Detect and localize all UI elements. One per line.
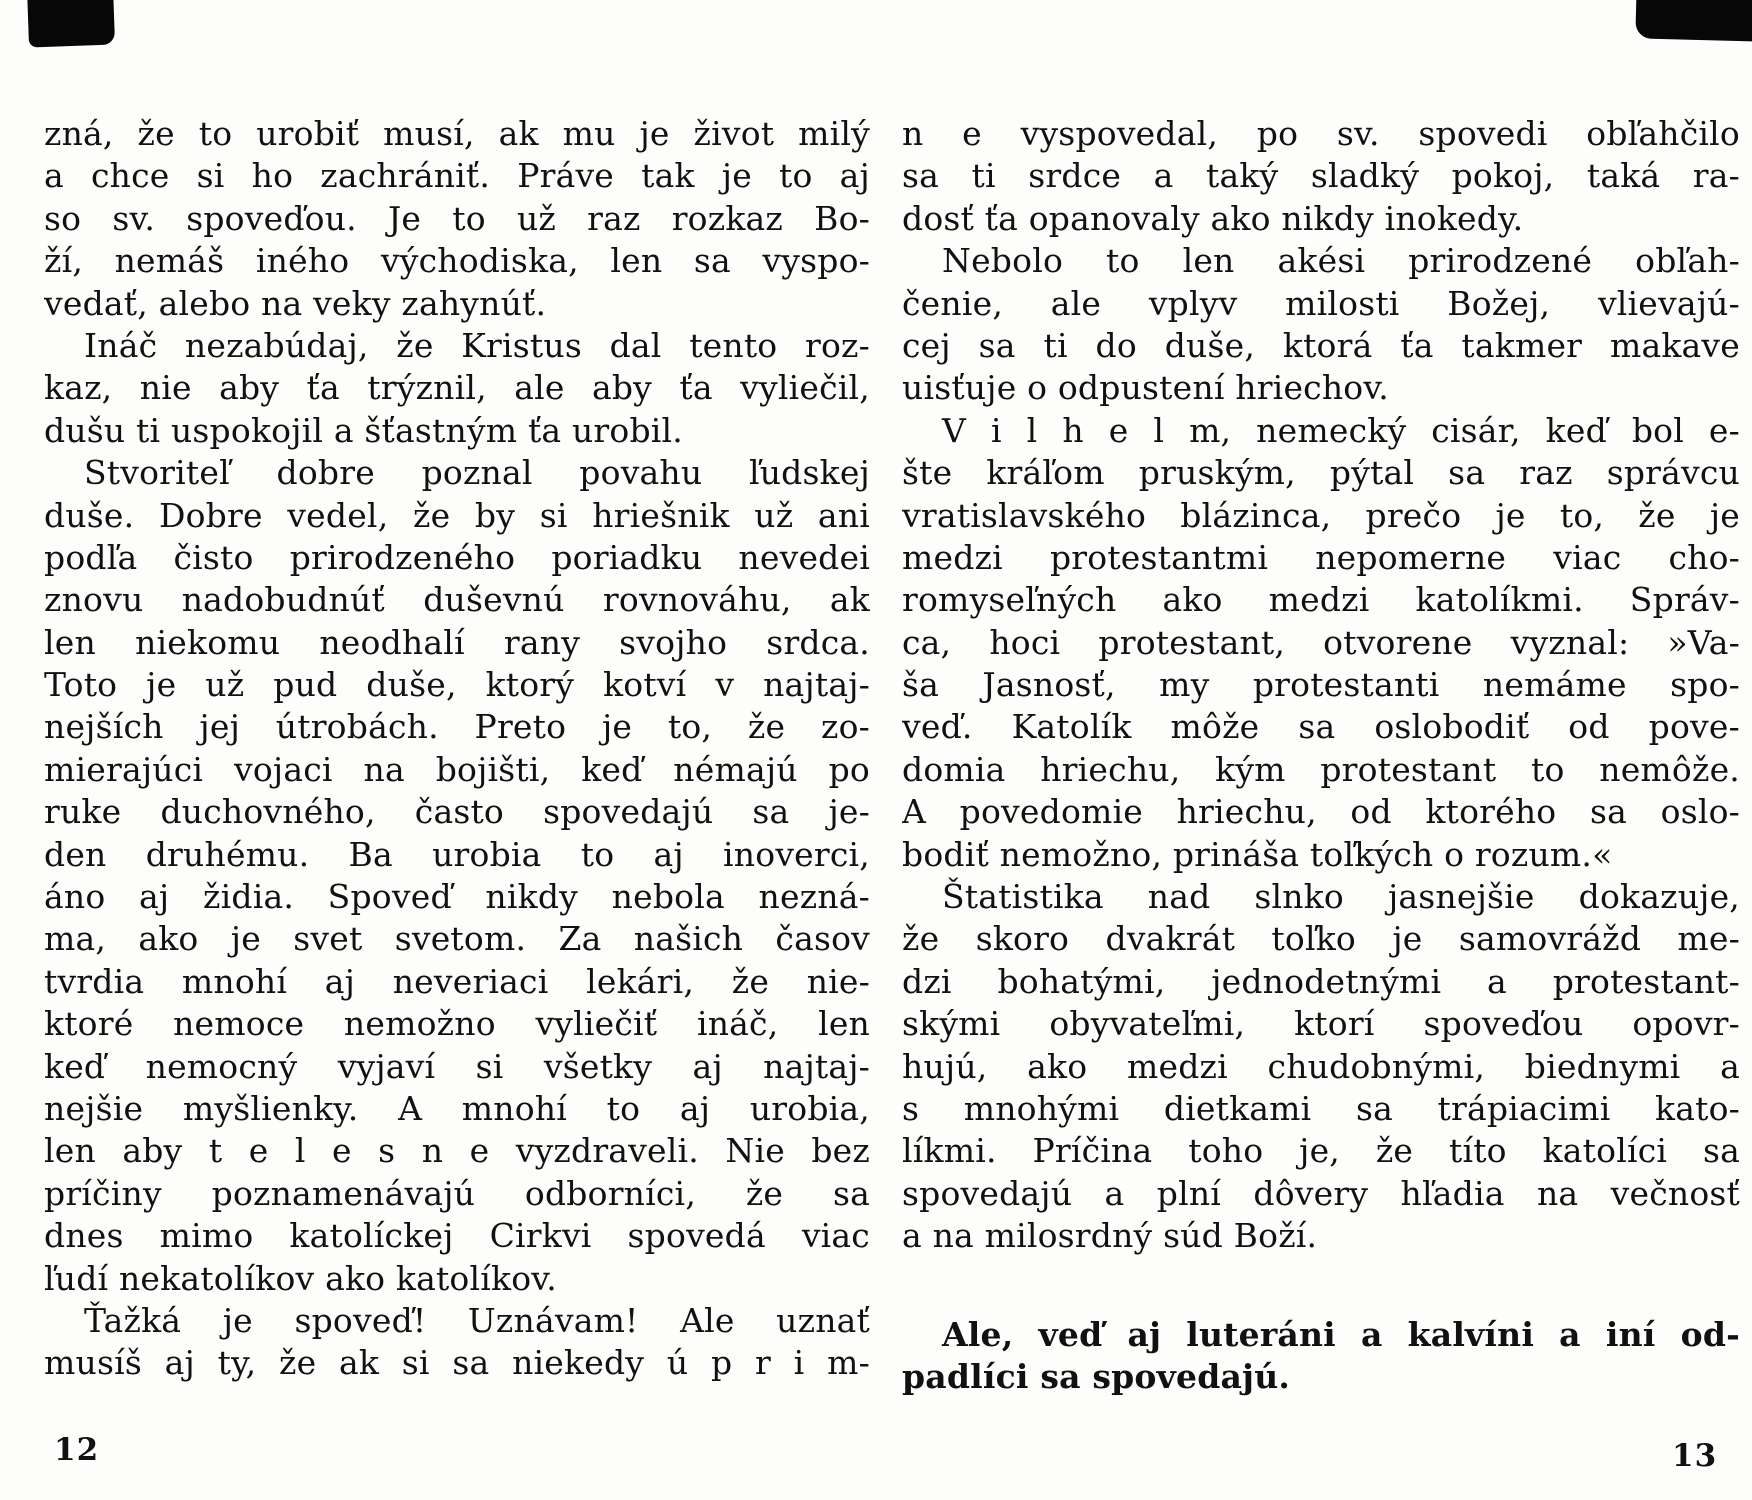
- text-line: príčiny poznamenávajú odborníci, že sa: [44, 1173, 870, 1213]
- text-line: šte kráľom pruským, pýtal sa raz správcu: [902, 453, 1740, 493]
- text-line: romyseľných ako medzi katolíkmi. Správ-: [902, 580, 1740, 620]
- page-number-left: 12: [54, 1432, 100, 1468]
- text-line: A povedomie hriechu, od ktorého sa oslo-: [902, 792, 1740, 832]
- text-line: áno aj židia. Spoveď nikdy nebola nezná-: [44, 877, 870, 917]
- text-line: bodiť nemožno, prináša toľkých o rozum.«: [902, 834, 1613, 874]
- text-line: líkmi. Príčina toho je, že títo katolíci sa: [902, 1131, 1740, 1171]
- text-line: dušu ti uspokojil a šťastným ťa urobil.: [44, 410, 683, 450]
- text-line: n e vyspovedal, po sv. spovedi obľahčilo: [902, 114, 1740, 153]
- text-line: mierajúci vojaci na bojišti, keď némajú po: [44, 749, 870, 789]
- text-line: duše. Dobre vedel, že by si hriešnik už ani: [44, 495, 870, 535]
- text-line: dzi bohatými, jednodetnými a protestant-: [902, 961, 1740, 1001]
- text-line: tvrdia mnohí aj neveriaci lekári, že nie-: [44, 961, 870, 1001]
- text-line: spovedajú a plní dôvery hľadia na večnosť: [902, 1173, 1740, 1213]
- text-line: ca, hoci protestant, otvorene vyznal: »Va-: [902, 622, 1740, 662]
- text-line: uisťuje o odpustení hriechov.: [902, 368, 1389, 408]
- blank-line: [902, 1258, 1740, 1314]
- text-line: zná, že to urobiť musí, ak mu je život milý: [44, 114, 870, 153]
- text-line: že skoro dvakrát toľko je samovrážd me-: [902, 919, 1740, 959]
- text-line: podľa čisto prirodzeného poriadku nevedei: [44, 537, 870, 577]
- text-line: dosť ťa opanovaly ako nikdy inokedy.: [902, 198, 1524, 238]
- text-line: skými obyvateľmi, ktorí spoveďou opovr-: [902, 1004, 1740, 1044]
- text-line: den druhému. Ba urobia to aj inoverci,: [44, 834, 870, 874]
- text-line: a na milosrdný súd Boží.: [902, 1216, 1318, 1256]
- text-line: vratislavského blázinca, prečo je to, že je: [902, 495, 1740, 535]
- text-line: so sv. spoveďou. Je to už raz rozkaz Bo-: [44, 198, 870, 238]
- text-line: ktoré nemoce nemožno vyliečiť ináč, len: [44, 1004, 870, 1044]
- text-line: nejších jej útrobách. Preto je to, že zo-: [44, 707, 870, 747]
- page-number-right: 13: [1672, 1438, 1718, 1474]
- text-line: domia hriechu, kým protestant to nemôže.: [902, 749, 1740, 789]
- text-line: ša Jasnosť, my protestanti nemáme spo-: [902, 665, 1740, 705]
- text-line: Štatistika nad slnko jasnejšie dokazuje,: [942, 877, 1740, 917]
- scan-ink-artifact-top-left: [27, 0, 115, 47]
- text-line: Ale, veď aj luteráni a kalvíni a iní od-: [942, 1314, 1740, 1354]
- text-line: ľudí nekatolíkov ako katolíkov.: [44, 1258, 557, 1298]
- right-page-text: [902, 113, 1740, 1398]
- text-line: musíš aj ty, že ak si sa niekedy ú p r i m-: [44, 1343, 870, 1383]
- text-line: sa ti srdce a taký sladký pokoj, taká ra-: [902, 156, 1740, 196]
- text-line: kaz, nie aby ťa trýznil, ale aby ťa vyliečil,: [44, 368, 870, 408]
- text-line: Toto je už pud duše, ktorý kotví v najtaj-: [44, 665, 870, 705]
- text-line: čenie, ale vplyv milosti Božej, vlievajú-: [902, 283, 1740, 323]
- text-line: dnes mimo katolíckej Cirkvi spovedá viac: [44, 1216, 870, 1256]
- text-line: Ťažká je spoveď! Uznávam! Ale uznať: [84, 1300, 870, 1340]
- text-line: len aby t e l e s n e vyzdraveli. Nie bez: [44, 1131, 870, 1171]
- text-line: nejšie myšlienky. A mnohí to aj urobia,: [44, 1088, 870, 1128]
- text-line: len niekomu neodhalí rany svojho srdca.: [44, 622, 870, 662]
- left-page-text: [44, 113, 870, 1385]
- text-line: ruke duchovného, často spovedajú sa je-: [44, 792, 870, 832]
- text-line: keď nemocný vyjaví si všetky aj najtaj-: [44, 1046, 870, 1086]
- text-line: hujú, ako medzi chudobnými, biednymi a: [902, 1046, 1740, 1086]
- text-line: ma, ako je svet svetom. Za našich časov: [44, 919, 870, 959]
- text-line: a chce si ho zachrániť. Práve tak je to aj: [44, 156, 870, 196]
- text-line: Stvoriteľ dobre poznal povahu ľudskej: [84, 453, 870, 493]
- text-line: veď. Katolík môže sa oslobodiť od pove-: [902, 707, 1740, 747]
- text-line: cej sa ti do duše, ktorá ťa takmer makave: [902, 325, 1740, 365]
- text-line: padlíci sa spovedajú.: [902, 1356, 1291, 1396]
- text-line: V i l h e l m, nemecký cisár, keď bol e-: [942, 410, 1740, 450]
- text-line: Ináč nezabúdaj, že Kristus dal tento roz-: [84, 325, 870, 365]
- text-line: ží, nemáš iného východiska, len sa vyspo-: [44, 241, 870, 281]
- text-line: vedať, alebo na veky zahynúť.: [44, 283, 547, 323]
- text-line: znovu nadobudnúť duševnú rovnováhu, ak: [44, 580, 870, 620]
- text-line: medzi protestantmi nepomerne viac cho-: [902, 537, 1740, 577]
- text-line: s mnohými dietkami sa trápiacimi kato-: [902, 1088, 1740, 1128]
- scan-ink-artifact-top-right: [1635, 0, 1752, 42]
- text-line: Nebolo to len akési prirodzené obľah-: [942, 241, 1740, 281]
